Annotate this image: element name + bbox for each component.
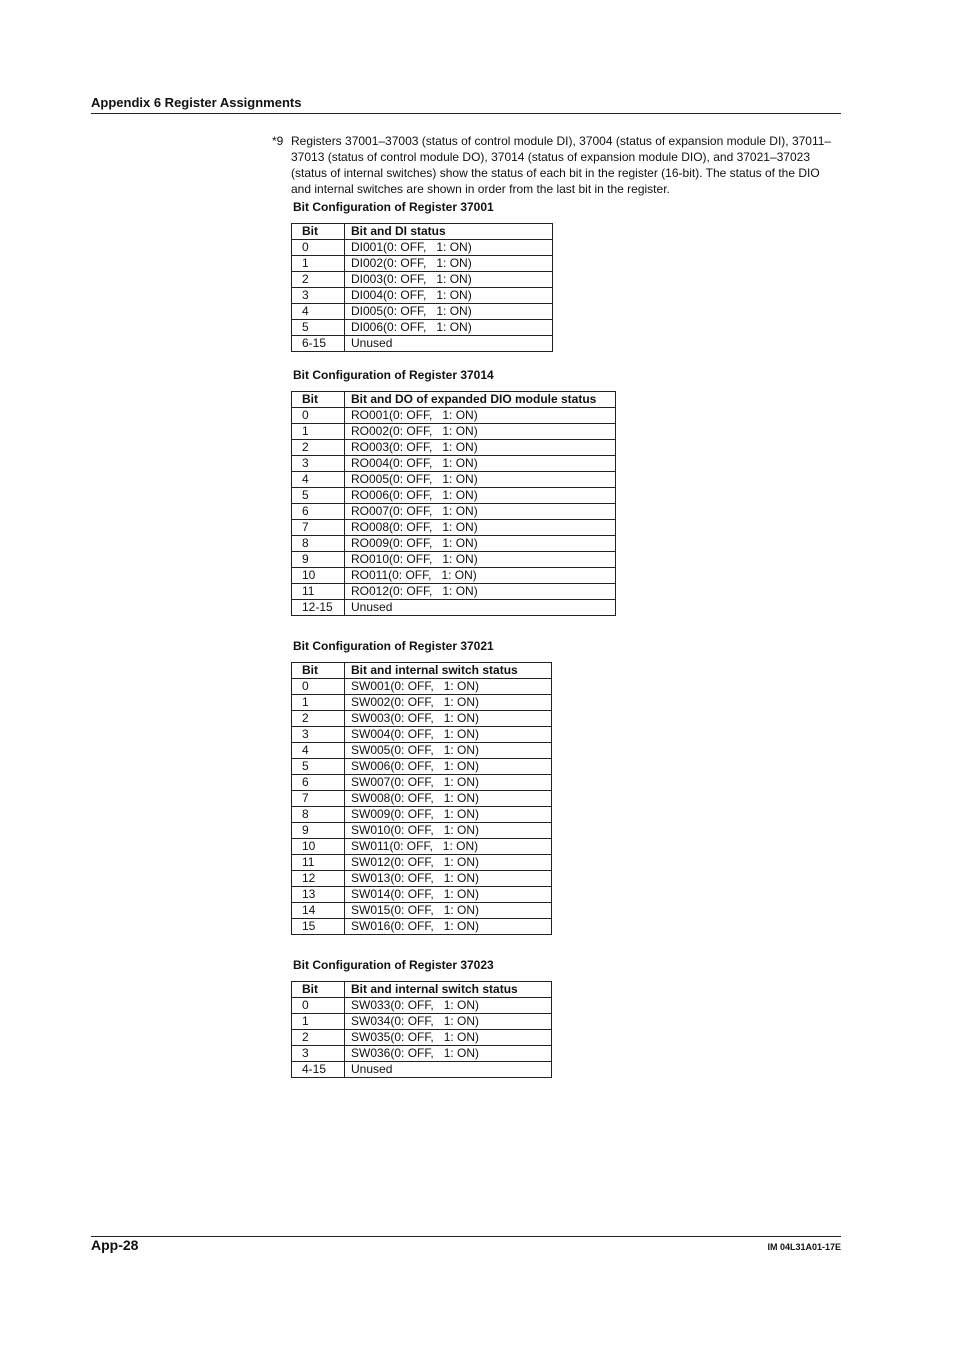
- status-cell: SW005(0: OFF, 1: ON): [345, 743, 552, 759]
- bit-cell: 1: [292, 256, 345, 272]
- table-row: [292, 711, 552, 727]
- table-header-row: [292, 392, 616, 408]
- table-row: [292, 584, 616, 600]
- bit-cell: 4-15: [292, 1062, 345, 1078]
- bit-table: [291, 981, 552, 1078]
- status-cell: SW010(0: OFF, 1: ON): [345, 823, 552, 839]
- status-cell: SW034(0: OFF, 1: ON): [345, 1014, 552, 1030]
- table-row: [292, 440, 616, 456]
- bit-cell: 4: [292, 304, 345, 320]
- status-cell: SW008(0: OFF, 1: ON): [345, 791, 552, 807]
- status-cell: SW015(0: OFF, 1: ON): [345, 903, 552, 919]
- status-cell: SW006(0: OFF, 1: ON): [345, 759, 552, 775]
- status-cell: DI002(0: OFF, 1: ON): [345, 256, 553, 272]
- status-cell: SW007(0: OFF, 1: ON): [345, 775, 552, 791]
- table-row: [292, 504, 616, 520]
- bit-cell: 9: [292, 552, 345, 568]
- status-cell: RO003(0: OFF, 1: ON): [345, 440, 616, 456]
- table-row: [292, 679, 552, 695]
- table-caption: Bit Configuration of Register 37023: [293, 958, 494, 972]
- table-row: [292, 520, 616, 536]
- table-row: [292, 823, 552, 839]
- column-header-bit: Bit: [292, 224, 345, 240]
- bit-cell: 6: [292, 775, 345, 791]
- bit-cell: 13: [292, 887, 345, 903]
- status-cell: DI005(0: OFF, 1: ON): [345, 304, 553, 320]
- page-number: App-28: [91, 1237, 139, 1253]
- status-cell: SW033(0: OFF, 1: ON): [345, 998, 552, 1014]
- column-header-bit: Bit: [292, 663, 345, 679]
- status-cell: SW002(0: OFF, 1: ON): [345, 695, 552, 711]
- table-row: [292, 1062, 552, 1078]
- table-row: [292, 727, 552, 743]
- table-row: [292, 743, 552, 759]
- bit-cell: 8: [292, 536, 345, 552]
- table-row: [292, 456, 616, 472]
- status-cell: RO012(0: OFF, 1: ON): [345, 584, 616, 600]
- footnote-text: Registers 37001–37003 (status of control module DI), 37004 (status of expansion module DI), 37011–37013 (status of control module DO), 37014 (status of expansion module DIO), and 37021–37023 (status of internal switches) show the status of each bit in the register (16-bit). The status of the DIO and internal switches are shown in order from the last bit in the register.: [291, 134, 832, 196]
- table-row: [292, 1030, 552, 1046]
- column-header-bit: Bit: [292, 392, 345, 408]
- status-cell: DI006(0: OFF, 1: ON): [345, 320, 553, 336]
- bit-cell: 11: [292, 584, 345, 600]
- column-header-status: Bit and DI status: [345, 224, 553, 240]
- footer-divider: [91, 1236, 841, 1237]
- status-cell: SW012(0: OFF, 1: ON): [345, 855, 552, 871]
- table-row: [292, 488, 616, 504]
- table-row: [292, 336, 553, 352]
- table-row: [292, 568, 616, 584]
- bit-cell: 7: [292, 520, 345, 536]
- table-row: [292, 759, 552, 775]
- table-header-row: [292, 982, 552, 998]
- bit-cell: 1: [292, 1014, 345, 1030]
- status-cell: SW035(0: OFF, 1: ON): [345, 1030, 552, 1046]
- table-row: [292, 552, 616, 568]
- status-cell: SW013(0: OFF, 1: ON): [345, 871, 552, 887]
- bit-cell: 14: [292, 903, 345, 919]
- status-cell: DI001(0: OFF, 1: ON): [345, 240, 553, 256]
- bit-cell: 6: [292, 504, 345, 520]
- bit-cell: 5: [292, 759, 345, 775]
- bit-cell: 5: [292, 320, 345, 336]
- status-cell: RO009(0: OFF, 1: ON): [345, 536, 616, 552]
- table-row: [292, 424, 616, 440]
- table-caption: Bit Configuration of Register 37021: [293, 639, 494, 653]
- status-cell: SW009(0: OFF, 1: ON): [345, 807, 552, 823]
- status-cell: Unused: [345, 600, 616, 616]
- table-row: [292, 855, 552, 871]
- table-row: [292, 408, 616, 424]
- status-cell: SW001(0: OFF, 1: ON): [345, 679, 552, 695]
- table-row: [292, 791, 552, 807]
- status-cell: SW003(0: OFF, 1: ON): [345, 711, 552, 727]
- table-row: [292, 839, 552, 855]
- status-cell: RO007(0: OFF, 1: ON): [345, 504, 616, 520]
- table-row: [292, 807, 552, 823]
- table-row: [292, 695, 552, 711]
- table-row: [292, 536, 616, 552]
- status-cell: Unused: [345, 1062, 552, 1078]
- bit-cell: 3: [292, 456, 345, 472]
- bit-cell: 8: [292, 807, 345, 823]
- bit-cell: 0: [292, 998, 345, 1014]
- status-cell: DI004(0: OFF, 1: ON): [345, 288, 553, 304]
- table-header-row: [292, 663, 552, 679]
- bit-table: [291, 662, 552, 935]
- bit-cell: 0: [292, 679, 345, 695]
- bit-cell: 11: [292, 855, 345, 871]
- page-header-title: Appendix 6 Register Assignments: [91, 95, 302, 110]
- document-id: IM 04L31A01-17E: [767, 1242, 841, 1252]
- status-cell: SW016(0: OFF, 1: ON): [345, 919, 552, 935]
- status-cell: RO001(0: OFF, 1: ON): [345, 408, 616, 424]
- bit-cell: 12-15: [292, 600, 345, 616]
- table-header-row: [292, 224, 553, 240]
- bit-cell: 3: [292, 288, 345, 304]
- table-row: [292, 272, 553, 288]
- bit-cell: 10: [292, 839, 345, 855]
- column-header-bit: Bit: [292, 982, 345, 998]
- table-row: [292, 304, 553, 320]
- table-row: [292, 1046, 552, 1062]
- table-row: [292, 919, 552, 935]
- bit-cell: 1: [292, 424, 345, 440]
- status-cell: RO008(0: OFF, 1: ON): [345, 520, 616, 536]
- table-row: [292, 320, 553, 336]
- status-cell: SW036(0: OFF, 1: ON): [345, 1046, 552, 1062]
- status-cell: RO011(0: OFF, 1: ON): [345, 568, 616, 584]
- bit-cell: 3: [292, 1046, 345, 1062]
- table-row: [292, 288, 553, 304]
- footnote-9: [272, 133, 832, 197]
- bit-table: [291, 223, 553, 352]
- status-cell: Unused: [345, 336, 553, 352]
- status-cell: RO010(0: OFF, 1: ON): [345, 552, 616, 568]
- table-row: [292, 1014, 552, 1030]
- status-cell: RO006(0: OFF, 1: ON): [345, 488, 616, 504]
- status-cell: DI003(0: OFF, 1: ON): [345, 272, 553, 288]
- table-row: [292, 871, 552, 887]
- bit-cell: 2: [292, 711, 345, 727]
- bit-cell: 9: [292, 823, 345, 839]
- bit-cell: 1: [292, 695, 345, 711]
- bit-cell: 3: [292, 727, 345, 743]
- table-row: [292, 903, 552, 919]
- column-header-status: Bit and DO of expanded DIO module status: [345, 392, 616, 408]
- status-cell: SW014(0: OFF, 1: ON): [345, 887, 552, 903]
- column-header-status: Bit and internal switch status: [345, 982, 552, 998]
- status-cell: RO004(0: OFF, 1: ON): [345, 456, 616, 472]
- status-cell: SW011(0: OFF, 1: ON): [345, 839, 552, 855]
- table-row: [292, 775, 552, 791]
- bit-cell: 4: [292, 472, 345, 488]
- status-cell: RO005(0: OFF, 1: ON): [345, 472, 616, 488]
- table-caption: Bit Configuration of Register 37014: [293, 368, 494, 382]
- bit-cell: 4: [292, 743, 345, 759]
- bit-cell: 10: [292, 568, 345, 584]
- table-row: [292, 600, 616, 616]
- header-divider: [91, 113, 841, 114]
- bit-cell: 6-15: [292, 336, 345, 352]
- bit-cell: 15: [292, 919, 345, 935]
- bit-cell: 12: [292, 871, 345, 887]
- bit-cell: 2: [292, 272, 345, 288]
- bit-cell: 7: [292, 791, 345, 807]
- bit-cell: 2: [292, 1030, 345, 1046]
- table-row: [292, 887, 552, 903]
- table-row: [292, 256, 553, 272]
- bit-cell: 2: [292, 440, 345, 456]
- status-cell: SW004(0: OFF, 1: ON): [345, 727, 552, 743]
- table-caption: Bit Configuration of Register 37001: [293, 200, 494, 214]
- table-row: [292, 472, 616, 488]
- bit-cell: 0: [292, 408, 345, 424]
- bit-table: [291, 391, 616, 616]
- status-cell: RO002(0: OFF, 1: ON): [345, 424, 616, 440]
- table-row: [292, 998, 552, 1014]
- footnote-marker: *9: [272, 134, 284, 148]
- bit-cell: 0: [292, 240, 345, 256]
- table-row: [292, 240, 553, 256]
- column-header-status: Bit and internal switch status: [345, 663, 552, 679]
- bit-cell: 5: [292, 488, 345, 504]
